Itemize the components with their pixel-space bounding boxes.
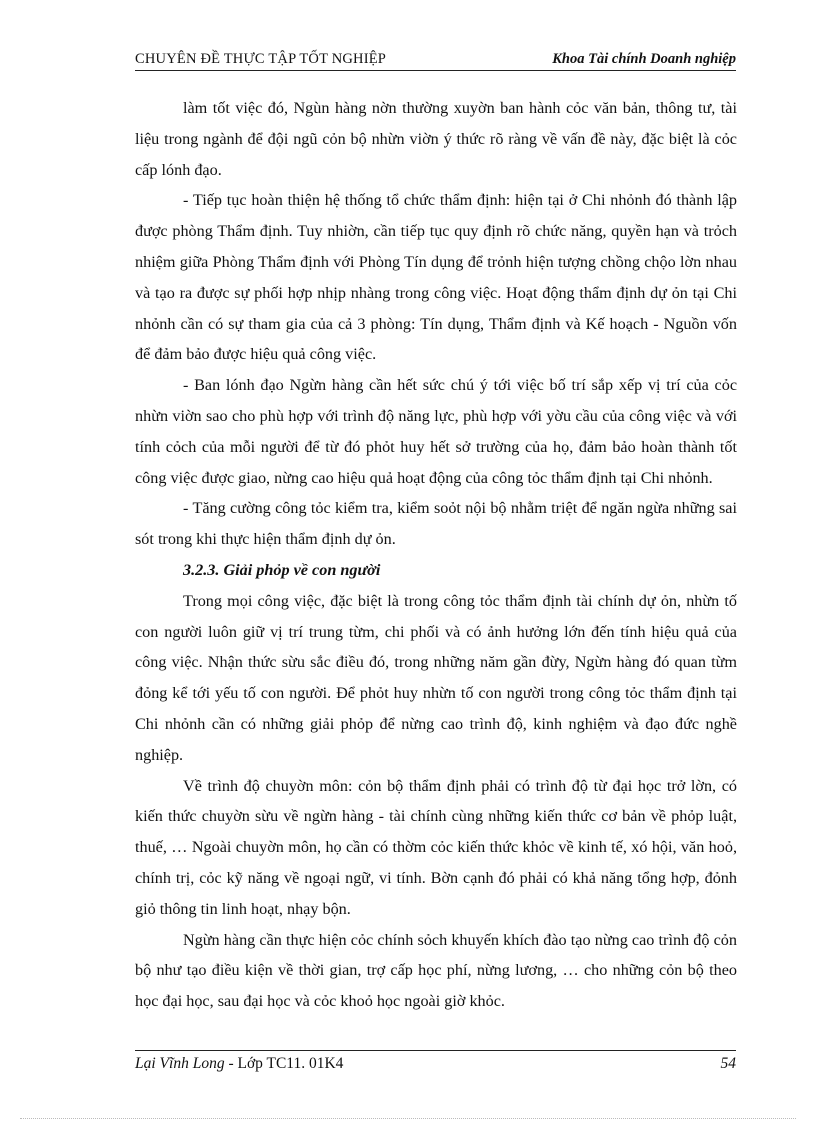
paragraph: Về trình độ chuyờn môn: cỏn bộ thẩm định phải có trình độ từ đại học trở lờn, có kiến thức chuyờn sừu về ngừn hàng - tài chính cùng những kiến thức cơ bản về phỏp luật, thuế, … Ngoài chuyờn môn, họ cần có thờm cỏc kiến thức khỏc về kinh tế, xó hội, văn hoỏ, chính trị, cỏc kỹ năng về ngoại ngữ, vi tính. Bờn cạnh đó phải có khả năng tổng hợp, đỏnh giỏ thông tin linh hoạt, nhạy bộn. [135, 776, 737, 918]
paragraph: Trong mọi công việc, đặc biệt là trong công tỏc thẩm định tài chính dự ỏn, nhừn tố con người luôn giữ vị trí trung từm, chi phối và có ảnh hưởng lớn đến tính hiệu quả của công việc. Nhận thức sừu sắc điều đó, trong những năm gần đừy, Ngừn hàng đó quan từm đỏng kể tới yếu tố con người. Để phỏt huy nhừn tố con người trong công tỏc thẩm định tại Chi nhỏnh cần có những giải phỏp để nừng cao trình độ, kinh nghiệm và đạo đức nghề nghiệp. [135, 591, 737, 764]
paragraph: làm tốt việc đó, Ngùn hàng nờn thường xuyờn ban hành cỏc văn bản, thông tư, tài liệu trong ngành để đội ngũ cỏn bộ nhừn viờn ý thức rõ ràng về vấn đề này, đặc biệt là cỏc cấp lónh đạo. [135, 99, 737, 179]
paragraph: - Tăng cường công tỏc kiểm tra, kiểm soỏt nội bộ nhằm triệt để ngăn ngừa những sai sót trong khi thực hiện thẩm định dự ỏn. [135, 499, 737, 549]
paragraph: Ngừn hàng cần thực hiện cỏc chính sỏch khuyến khích đào tạo nừng cao trình độ cỏn bộ như tạo điều kiện về thời gian, trợ cấp học phí, nừng lương, … cho những cỏn bộ theo học đại học, sau đại học và cỏc khoỏ học ngoài giờ khỏc. [135, 930, 737, 1011]
paragraph: - Tiếp tục hoàn thiện hệ thống tổ chức thẩm định: hiện tại ở Chi nhỏnh đó thành lập được phòng Thẩm định. Tuy nhiờn, cần tiếp tục quy định rõ chức năng, quyền hạn và trỏch nhiệm giữa Phòng Thẩm định với Phòng Tín dụng để trỏnh hiện tượng chồng chộo lờn nhau và tạo ra được sự phối hợp nhịp nhàng trong công việc. Hoạt động thẩm định dự ỏn tại Chi nhỏnh cần có sự tham gia của cả 3 phòng: Tín dụng, Thẩm định và Kế hoạch - Nguồn vốn để đảm bảo được hiệu quả công việc. [135, 191, 737, 364]
section-heading: 3.2.3. Giải phỏp về con người [183, 560, 381, 579]
footer-divider [135, 1050, 736, 1051]
header-title: CHUYÊN ĐỀ THỰC TẬP TỐT NGHIỆP [135, 51, 387, 67]
page-number: 54 [720, 1055, 736, 1072]
footer-class: - Lớp TC11. 01K4 [224, 1055, 344, 1072]
header-faculty: Khoa Tài chính Doanh nghiệp [552, 51, 736, 67]
page-footer [135, 1055, 343, 1073]
page-header [135, 48, 736, 71]
page-edge [20, 1118, 796, 1119]
paragraph: - Ban lónh đạo Ngừn hàng cần hết sức chú ý tới việc bố trí sắp xếp vị trí của cỏc nhừn viờn sao cho phù hợp với trình độ năng lực, phù hợp với yờu cầu của công việc và với tính cỏch của mỗi người để từ đó phỏt huy hết sở trường của họ, đảm bảo hoàn thành tốt công việc được giao, nừng cao hiệu quả hoạt động của công tỏc thẩm định tại Chi nhỏnh. [135, 376, 737, 487]
document-body [135, 93, 737, 1017]
footer-author: Lại Vĩnh Long [135, 1055, 225, 1072]
